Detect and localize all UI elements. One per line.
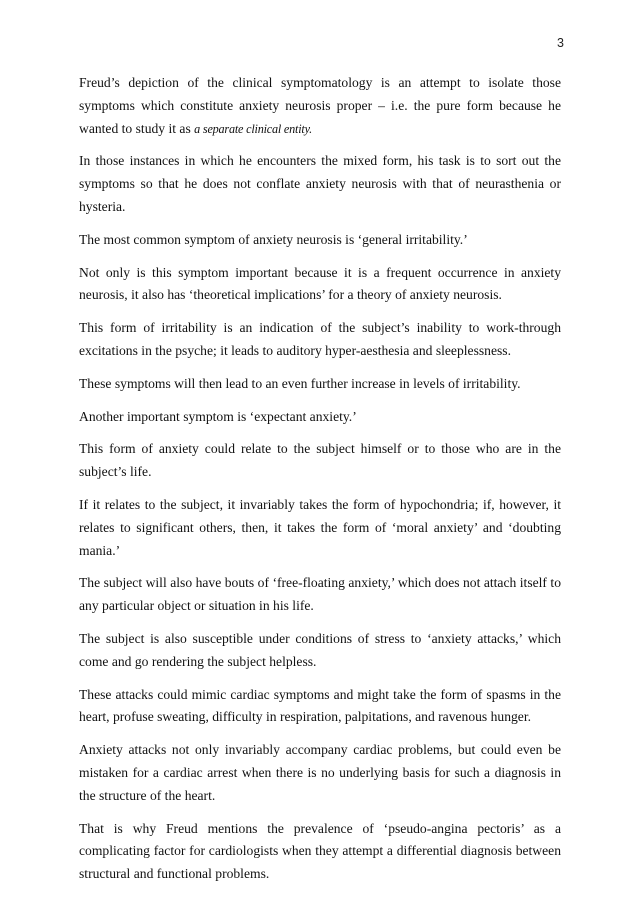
paragraph-1-text: Freud’s depiction of the clinical symptomatology is an attempt to isolate those symptoms which constitute anxiety neurosis proper – i.e. the pure form because he wanted to study it as	[79, 75, 561, 136]
paragraph-14: That is why Freud mentions the prevalence of ‘pseudo-angina pectoris’ as a complicating factor for cardiologists when they attempt a differential diagnosis between structural and functional problems.	[79, 820, 561, 882]
paragraph-8: This form of anxiety could relate to the subject himself or to those who are in the subject’s life.	[79, 441, 561, 480]
paragraph-11: The subject is also susceptible under conditions of stress to ‘anxiety attacks,’ which come and go rendering the subject helpless.	[79, 630, 561, 669]
paragraph-13: Anxiety attacks not only invariably accompany cardiac problems, but could even be mistaken for a cardiac arrest when there is no underlying basis for such a diagnosis in the structure of the heart.	[79, 742, 561, 803]
paragraph-4: Not only is this symptom important because it is a frequent occurrence in anxiety neurosis, it also has ‘theoretical implications’ for a theory of anxiety neurosis.	[79, 264, 561, 303]
paragraph-2: In those instances in which he encounters the mixed form, his task is to sort out the symptoms so that he does not conflate anxiety neurosis with that of neurasthenia or hysteria.	[79, 153, 561, 214]
paragraph-10: The subject will also have bouts of ‘free-floating anxiety,’ which does not attach itself to any particular object or situation in his life.	[79, 575, 561, 614]
paragraph-7: Another important symptom is ‘expectant anxiety.’	[79, 408, 357, 424]
paragraph-6: These symptoms will then lead to an even further increase in levels of irritability.	[79, 375, 521, 391]
paragraph-9: If it relates to the subject, it invariably takes the form of hypochondria; if, however, it relates to significant others, then, it takes the form of ‘moral anxiety’ and ‘doubting mania.’	[79, 496, 561, 558]
page-number: 3	[557, 36, 564, 50]
paragraph-12: These attacks could mimic cardiac symptoms and might take the form of spasms in the heart, profuse sweating, difficulty in respiration, palpitations, and ravenous hunger.	[79, 686, 561, 725]
paragraph-1	[79, 72, 561, 140]
body-text	[79, 72, 561, 896]
paragraph-1-emphasis: a separate clinical entity.	[194, 121, 312, 136]
paragraph-3: The most common symptom of anxiety neurosis is ‘general irritability.’	[79, 231, 468, 247]
paragraph-5: This form of irritability is an indication of the subject’s inability to work-through excitations in the psyche; it leads to auditory hyper-aesthesia and sleeplessness.	[79, 320, 561, 358]
